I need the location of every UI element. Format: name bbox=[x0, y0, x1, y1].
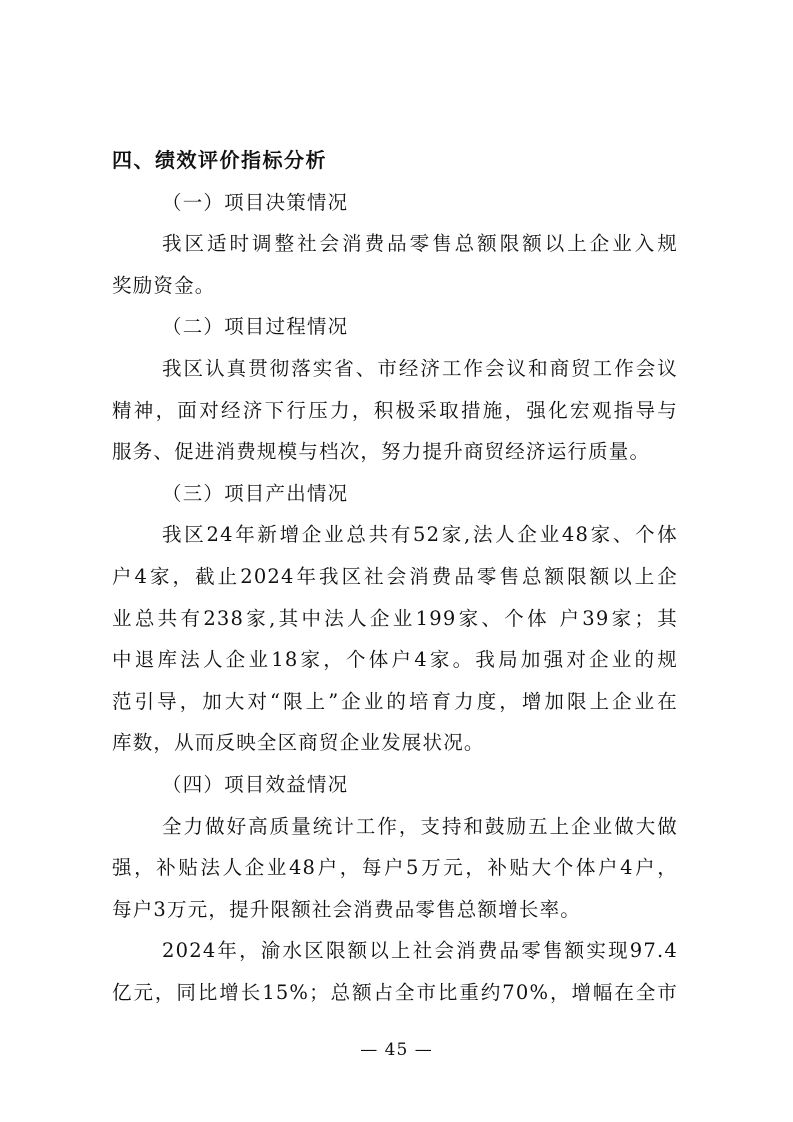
subsection-title-decision: （一）项目决策情况 bbox=[162, 190, 349, 214]
section-heading: 四、绩效评价指标分析 bbox=[112, 148, 327, 172]
document-body bbox=[112, 140, 678, 1013]
paragraph-line: 奖励资金。 bbox=[112, 273, 216, 297]
paragraph-line: 我区认真贯彻落实省、市经济工作会议和商贸工作会议 bbox=[162, 356, 678, 380]
paragraph-line: 全力做好高质量统计工作，支持和鼓励五上企业做大做 bbox=[162, 814, 678, 838]
paragraph-line: 中退库法人企业18家，个体户4家。我局加强对企业的规 bbox=[112, 648, 678, 672]
paragraph-line: 每户3万元，提升限额社会消费品零售总额增长率。 bbox=[112, 897, 582, 921]
paragraph-line: 业总共有238家,其中法人企业199家、个体 户39家；其 bbox=[112, 606, 678, 630]
paragraph-line: 服务、促进消费规模与档次，努力提升商贸经济运行质量。 bbox=[112, 440, 651, 464]
paragraph-line: 2024年，渝水区限额以上社会消费品零售额实现97.4 bbox=[162, 939, 678, 963]
subsection-title-benefit: （四）项目效益情况 bbox=[162, 772, 349, 796]
paragraph-line: 户4家，截止2024年我区社会消费品零售总额限额以上企 bbox=[112, 564, 678, 588]
paragraph-line: 强，补贴法人企业48户，每户5万元，补贴大个体户4户， bbox=[112, 856, 678, 880]
subsection-title-output: （三）项目产出情况 bbox=[162, 481, 349, 505]
paragraph-line: 库数，从而反映全区商贸企业发展状况。 bbox=[112, 731, 485, 755]
paragraph-line: 我区适时调整社会消费品零售总额限额以上企业入规 bbox=[162, 232, 678, 256]
page-number: — 45 — bbox=[360, 1040, 433, 1060]
paragraph-line: 范引导，加大对“限上”企业的培育力度，增加限上企业在 bbox=[112, 689, 678, 713]
paragraph-line: 亿元，同比增长15%；总额占全市比重约70%，增幅在全市 bbox=[112, 980, 678, 1004]
paragraph-line: 精神，面对经济下行压力，积极采取措施，强化宏观指导与 bbox=[112, 398, 678, 422]
paragraph-line: 我区24年新增企业总共有52家,法人企业48家、个体 bbox=[162, 523, 678, 547]
subsection-title-process: （二）项目过程情况 bbox=[162, 315, 349, 339]
